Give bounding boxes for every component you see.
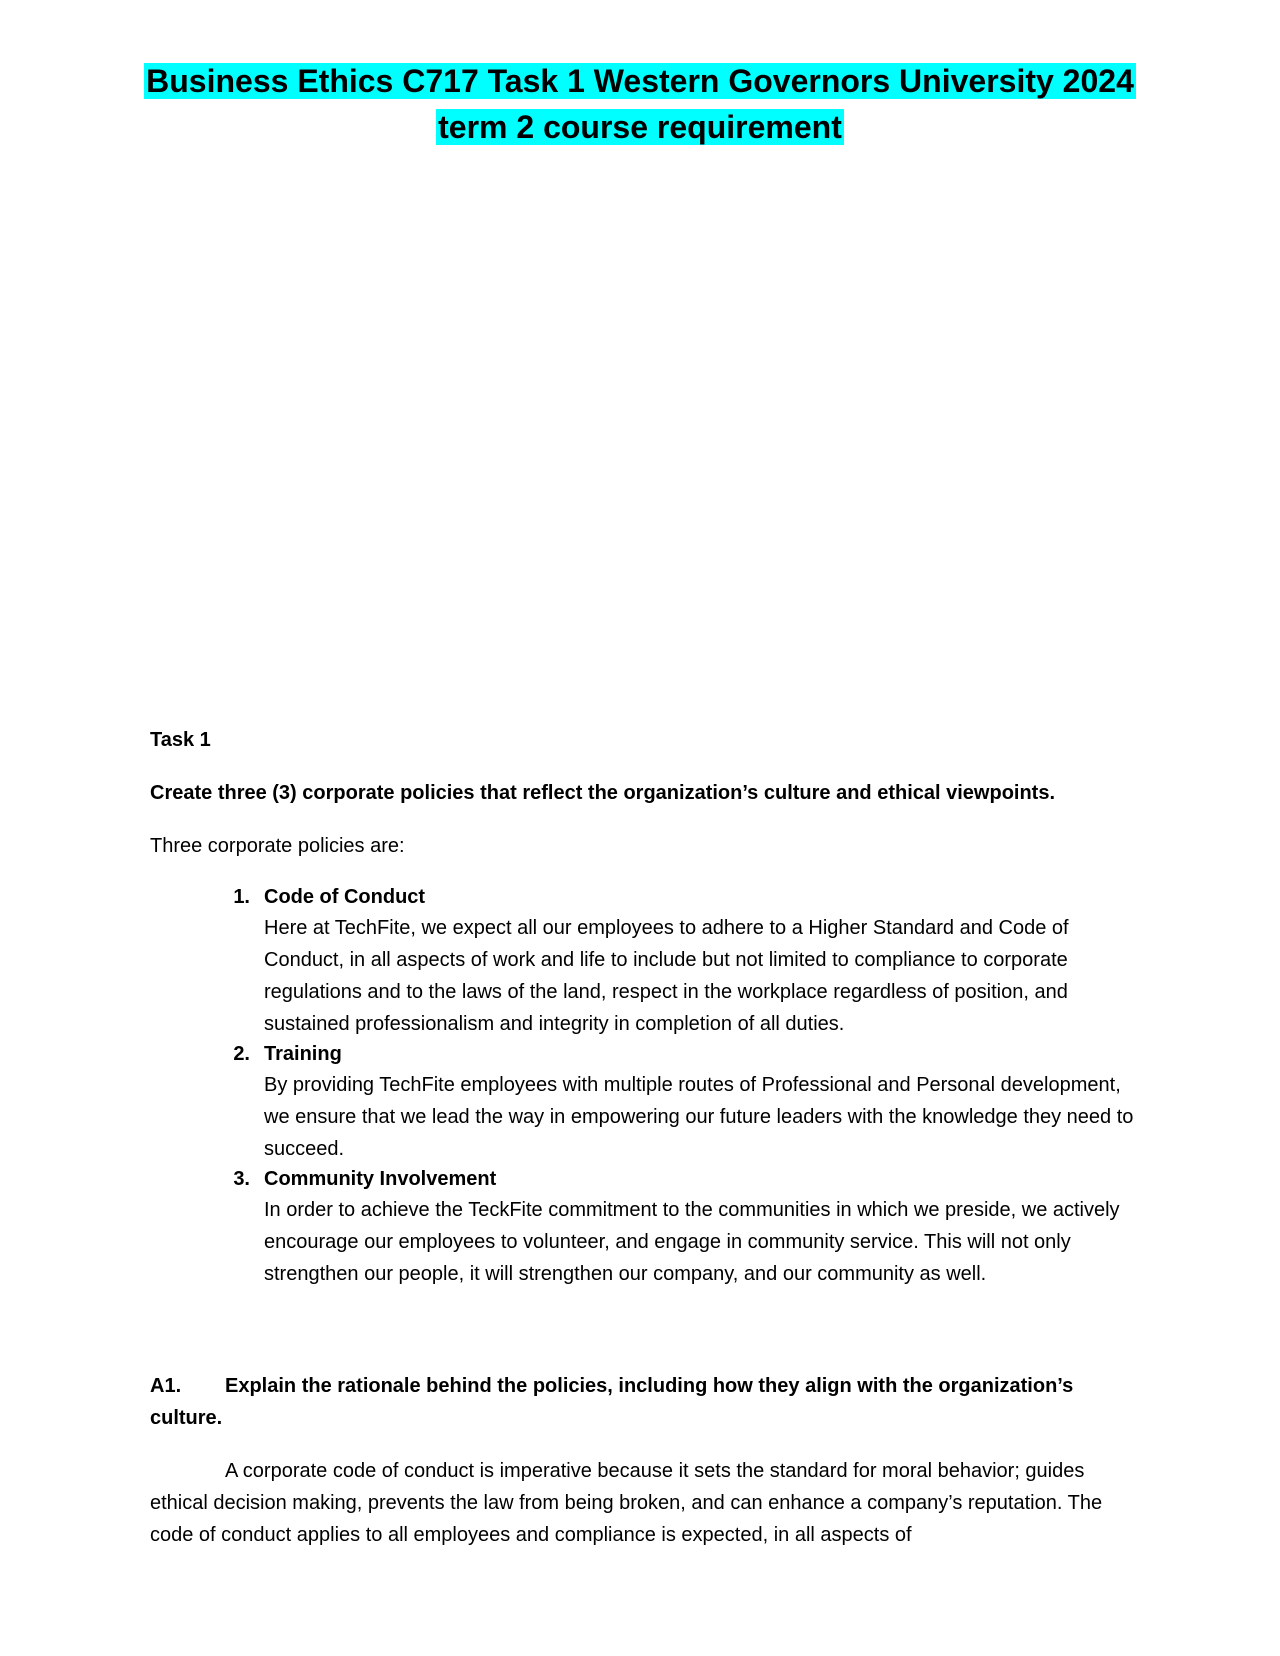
title-line-1: Business Ethics C717 Task 1 Western Governors University 2024 [146, 63, 1134, 99]
title-line-2: term 2 course requirement [438, 109, 842, 145]
policy-number: 2. [233, 1043, 250, 1065]
document-title [0, 58, 1280, 150]
policy-list [150, 883, 1140, 1290]
intro-text: Three corporate policies are: [150, 835, 405, 857]
policy-text: By providing TechFite employees with multiple routes of Professional and Personal development, we ensure that we lead the way in empowering our future leaders with the knowledge they need to succeed. [264, 1074, 1134, 1160]
policy-text: In order to achieve the TeckFite commitment to the communities in which we preside, we actively encourage our employees to volunteer, and engage in community service. This will not only strengthen our people, it will strengthen our company, and our community as well. [264, 1199, 1120, 1285]
policy-number: 3. [233, 1168, 250, 1190]
section-a1-question: Explain the rationale behind the policies, including how they align with the organization’s culture. [150, 1375, 1074, 1429]
task-label: Task 1 [150, 729, 211, 751]
policy-item [150, 883, 1140, 1040]
policy-number: 1. [233, 886, 250, 908]
task-question: Create three (3) corporate policies that reflect the organization’s culture and ethical viewpoints. [150, 782, 1056, 804]
policy-item [150, 1040, 1140, 1165]
policy-heading: Code of Conduct [264, 886, 426, 908]
document-body [150, 724, 1140, 1551]
policy-text: Here at TechFite, we expect all our employees to adhere to a Higher Standard and Code of Conduct, in all aspects of work and life to include but not limited to compliance to corporate regulations and to the laws of the land, respect in the workplace regardless of position, and sustained professionalism and integrity in completion of all duties. [264, 917, 1069, 1035]
section-a1-tag: A1. [150, 1375, 182, 1397]
policy-item [150, 1165, 1140, 1290]
rationale-paragraph: A corporate code of conduct is imperative because it sets the standard for moral behavior; guides ethical decision making, prevents the law from being broken, and can enhance a company’s reputation. The code of conduct applies to all employees and compliance is expected, in all aspects of [150, 1460, 1103, 1546]
policy-heading: Training [264, 1043, 342, 1065]
section-a1-heading [150, 1370, 1140, 1434]
policy-heading: Community Involvement [264, 1168, 497, 1190]
